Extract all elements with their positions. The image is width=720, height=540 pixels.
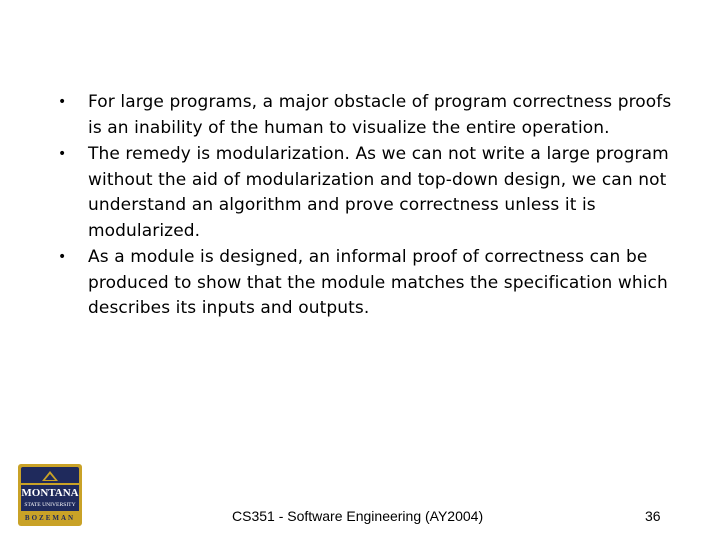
logo-band [21,483,79,485]
bullet-dot: • [58,94,67,110]
university-logo [18,464,82,526]
footer-course-label: CS351 - Software Engineering (AY2004) [232,508,484,524]
bullet-list [52,90,672,323]
bullet-item [52,142,672,244]
logo-line1: MONTANA [21,487,79,499]
bullet-text: For large programs, a major obstacle of program correctness proofs is an inability of the human to visualize the entire operation. [88,92,672,138]
bullet-text: The remedy is modularization. As we can not write a large program without the aid of modularization and top-down design, we can not understand an algorithm and prove correctness unless it is modularized. [88,144,669,241]
logo-line3: BOZEMAN [24,514,76,522]
bullet-item [52,90,672,141]
logo-line2: STATE UNIVERSITY [24,502,76,508]
bullet-item [52,245,672,322]
bullet-text: As a module is designed, an informal proof of correctness can be produced to show that the module matches the specification which describes its inputs and outputs. [88,247,668,318]
page-number: 36 [645,508,661,524]
bullet-dot: • [58,146,67,162]
bullet-dot: • [58,249,67,265]
